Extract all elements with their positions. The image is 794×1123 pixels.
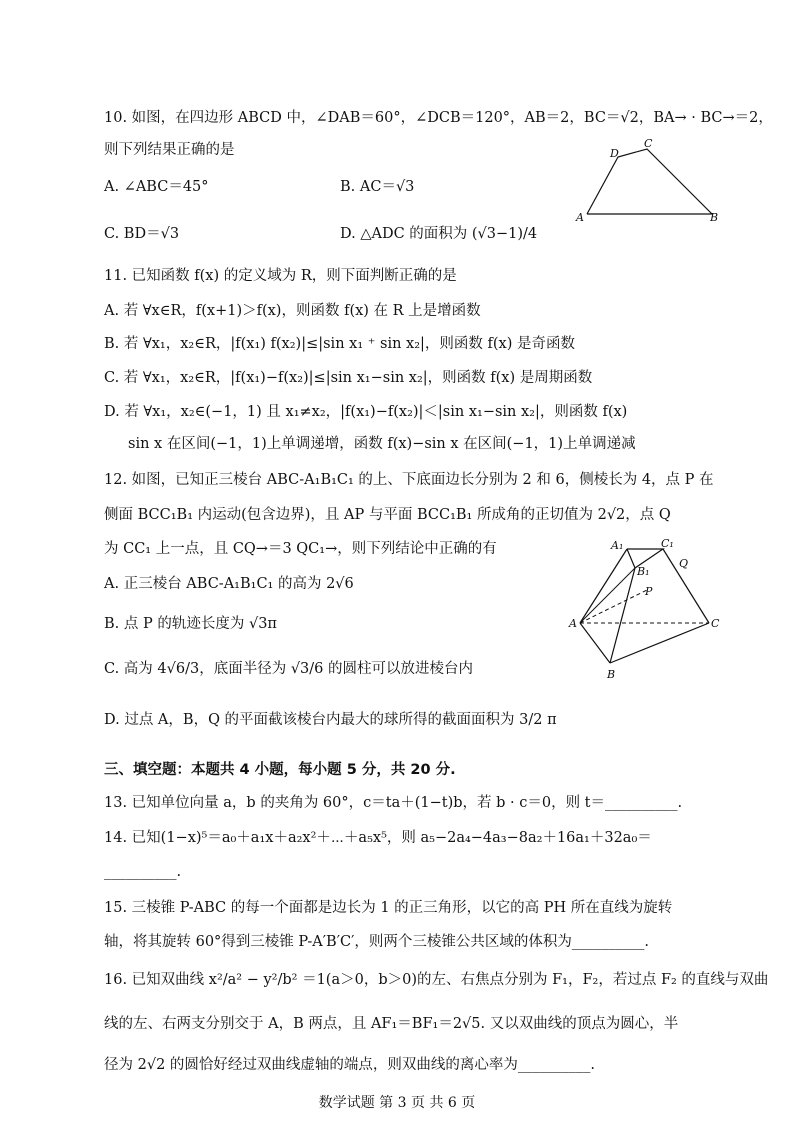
q10-option-a: A. ∠ABC＝45° [104,179,209,195]
q12-option-b: B. 点 P 的轨迹长度为 √3π [104,616,277,632]
q11-option-d-2: sin x 在区间(−1，1)上单调递增，函数 f(x)−sin x 在区间(−1，1)上单调递减 [128,436,636,452]
q15-line-1: 15. 三棱锥 P-ABC 的每一个面都是边长为 1 的正三角形，以它的高 PH 所在直线为旋转 [104,900,673,916]
q10-stem-2: 则下列结果正确的是 [104,142,235,158]
fig-label-q: Q [679,557,689,570]
fig-label-c1: C₁ [661,537,674,550]
q11-option-c: C. 若 ∀x₁，x₂∈R，|f(x₁)−f(x₂)|≤|sin x₁−sin x₂|，则函数 f(x) 是周期函数 [104,370,593,386]
q12-option-d: D. 过点 A，B，Q 的平面截该棱台内最大的球所得的截面面积为 3/2 π [104,712,557,728]
fig-label-b: B [710,211,719,224]
q11-option-d-1: D. 若 ∀x₁，x₂∈(−1，1) 且 x₁≠x₂，|f(x₁)−f(x₂)|＜|sin x₁−sin x₂|，则函数 f(x) [104,404,628,420]
fig-label-b1: B₁ [637,565,650,578]
q12-stem-3: 为 CC₁ 上一点，且 CQ→＝3 QC₁→，则下列结论中正确的有 [104,541,497,557]
q10-option-c: C. BD＝√3 [104,226,180,242]
q14-line-1: 14. 已知(1−x)⁵＝a₀＋a₁x＋a₂x²＋⋯＋a₅x⁵，则 a₅−2a₄−4a₃−8a₂＋16a₁＋32a₀＝ [104,830,652,846]
quadrilateral-figure [570,135,730,230]
q11-option-b: B. 若 ∀x₁，x₂∈R，|f(x₁) f(x₂)|≤|sin x₁ ⁺ sin x₂|，则函数 f(x) 是奇函数 [104,336,575,352]
q14-line-2: __________. [104,864,182,880]
fig-label-d: D [610,147,619,160]
q11-option-a: A. 若 ∀x∈R，f(x+1)＞f(x)，则函数 f(x) 在 R 上是增函数 [104,303,481,319]
fig-label-a1: A₁ [611,539,624,552]
q12-stem-1: 12. 如图，已知正三棱台 ABC-A₁B₁C₁ 的上、下底面边长分别为 2 和 6，侧棱长为 4，点 P 在 [104,472,714,488]
q10-stem-1: 10. 如图，在四边形 ABCD 中，∠DAB＝60°，∠DCB＝120°，AB＝2，BC＝√2，BA→ · BC→＝2， [104,110,773,126]
fig-label-c: C [644,137,653,150]
q10-option-d: D. △ADC 的面积为 (√3−1)/4 [340,226,538,242]
q12-option-a: A. 正三棱台 ABC-A₁B₁C₁ 的高为 2√6 [104,576,354,592]
fig-label-a: A [576,211,584,224]
q12-option-c: C. 高为 4√6/3，底面半径为 √3/6 的圆柱可以放进棱台内 [104,661,473,677]
q16-line-2: 线的左、右两支分别交于 A，B 两点，且 AF₁＝BF₁＝2√5. 又以双曲线的顶点为圆心，半 [104,1016,679,1032]
q16-line-3: 径为 2√2 的圆恰好经过双曲线虚轴的端点，则双曲线的离心率为__________. [104,1057,596,1073]
q12-stem-2: 侧面 BCC₁B₁ 内运动(包含边界)，且 AP 与平面 BCC₁B₁ 所成角的正切值为 2√2，点 Q [104,507,671,523]
fig-label-c: C [711,617,720,630]
q11-stem: 11. 已知函数 f(x) 的定义域为 R，则下面判断正确的是 [104,268,457,284]
q10-option-b: B. AC＝√3 [340,179,415,195]
section-3-heading: 三、填空题：本题共 4 小题，每小题 5 分，共 20 分. [104,762,456,778]
q16-line-1: 16. 已知双曲线 x²/a² − y²/b² ＝1(a＞0，b＞0)的左、右焦点分别为 F₁，F₂，若过点 F₂ 的直线与双曲 [104,972,769,988]
frustum-figure [565,535,735,683]
fig-label-b: B [607,668,616,681]
fig-label-p: P [645,585,653,598]
fig-label-a: A [569,617,577,630]
q13: 13. 已知单位向量 a，b 的夹角为 60°，c＝ta＋(1−t)b，若 b · c＝0，则 t＝__________. [104,795,683,811]
page-footer: 数学试题 第 3 页 共 6 页 [318,1095,476,1111]
q15-line-2: 轴，将其旋转 60°得到三棱锥 P-A′B′C′，则两个三棱锥公共区域的体积为__________. [104,934,649,950]
